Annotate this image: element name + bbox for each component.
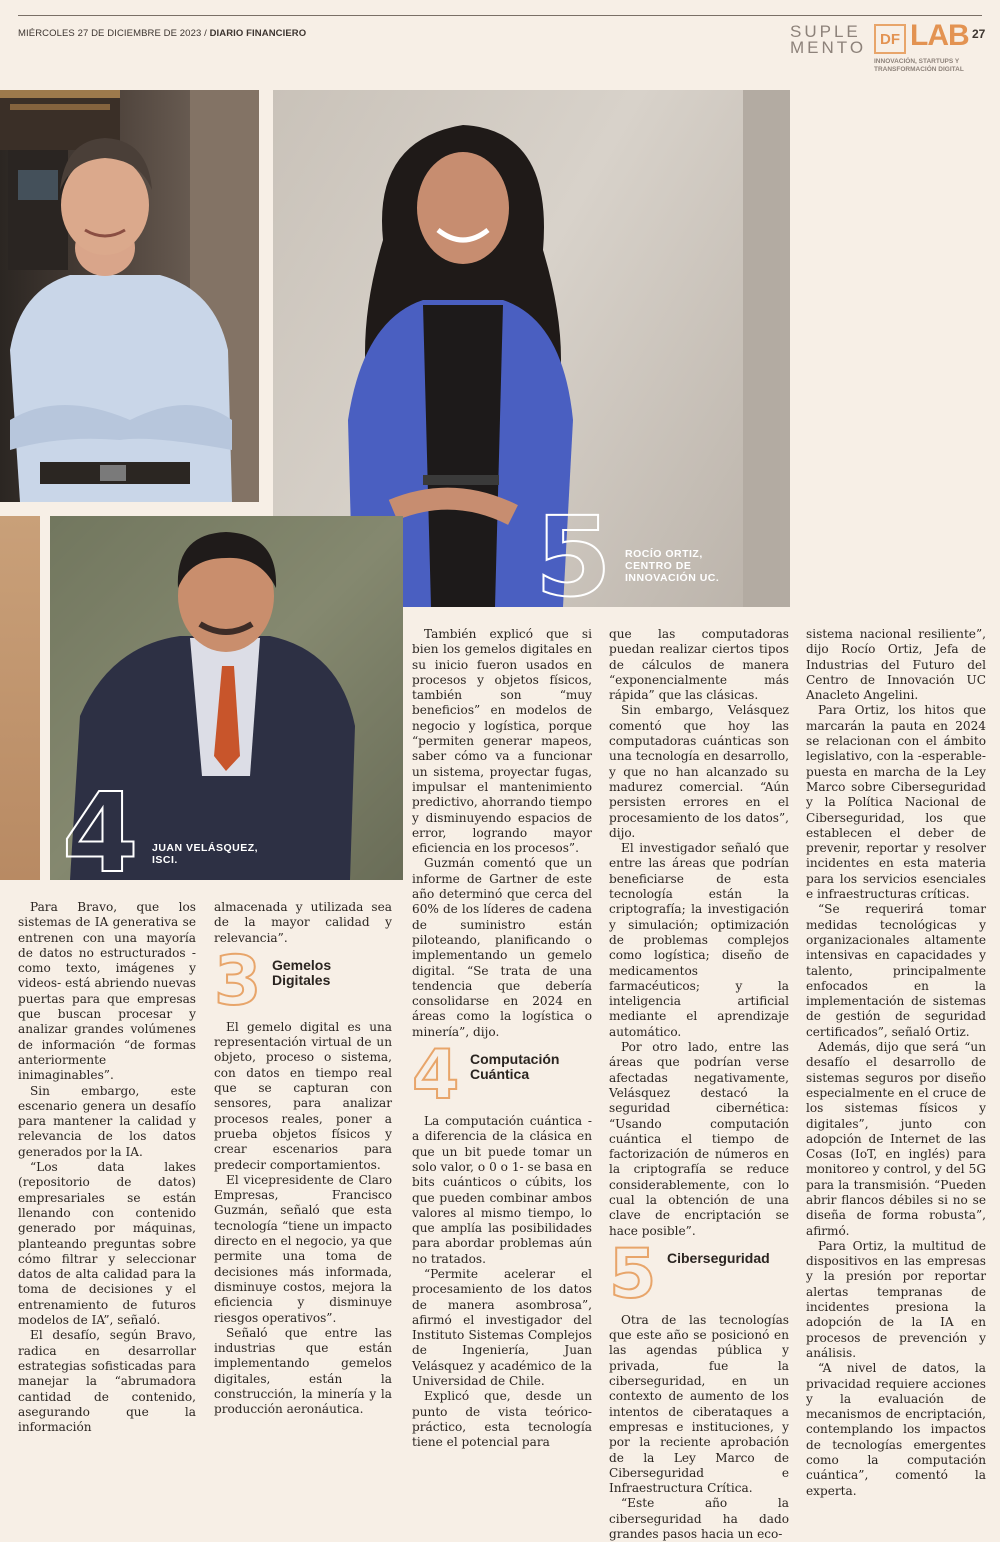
section-header-computacion (412, 1036, 592, 1116)
paragraph: “A nivel de datos, la privacidad requiere acciones y la evaluación de mecanismos de encriptación, contemplando los impactos de tecnologías emergentes como la computación cuántica”, comentó la experta. (806, 1361, 986, 1498)
paragraph: Sin embargo, este escenario genera un desafío para mantener la calidad y relevancia de los datos generados por la IA. (18, 1083, 196, 1159)
paragraph: Por otro lado, entre las áreas que podrían verse afectadas negativamente, Velásquez destacó la seguridad cibernética: “Usando computación cuántica el tiempo de factorización de números en la criptografía se reduce considerablemente, con lo cual la obtención de una clave de encriptación se hace posible”. (609, 1040, 789, 1238)
paragraph: “Permite acelerar el procesamiento de los datos de manera asombrosa”, afirmó el investigador del Instituto Sistemas Complejos de Ingeniería, Juan Velásquez y académico de la Universidad de Chile. (412, 1266, 592, 1389)
article-column-2 (214, 900, 392, 1418)
paragraph: que las computadoras puedan realizar ciertos tipos de cálculos de manera “exponencialmente más rápida” que las clásicas. (609, 627, 789, 703)
paragraph: El vicepresidente de Claro Empresas, Francisco Guzmán, señaló que esta tecnología “tiene un impacto directo en el negocio, ya que permite una toma de decisiones más informada, disminuye costos, mejora la eficiencia y disminuye riesgos operativos”. (214, 1172, 392, 1325)
photo-edge (0, 516, 40, 880)
section-title: Ciberseguridad (667, 1249, 770, 1266)
page-number: 27 (972, 27, 986, 41)
article-column-1 (18, 900, 196, 1435)
portrait-illustration (0, 90, 259, 502)
photo-caption-juan: JUAN VELÁSQUEZ, ISCI. (152, 842, 259, 866)
paragraph: El desafío, según Bravo, radica en desarrollar estrategias sofisticadas para manejar la “abrumadora cantidad de contenido, asegurando que la información (18, 1328, 196, 1435)
paragraph: Para Ortiz, los hitos que marcarán la pauta en 2024 se relacionan con el ámbito legislativo, con la -esperable- puesta en marcha de la Ley Marco sobre Ciberseguridad y la Política Nacional de Ciberseguridad, los que establecen el deber de prevenir, reportar y resolver incidentes en esta materia para los servicios esenciales e infraestructuras críticas. (806, 703, 986, 902)
paragraph: El gemelo digital es una representación virtual de un objeto, proceso o sistema, con datos en tiempo real que se capturan con sensores, para analizar procesos reales, poner a prueba objetos físicos y crear escenarios para predecir comportamientos. (214, 1019, 392, 1172)
section-header-ciberseguridad (609, 1234, 789, 1314)
paragraph: También explicó que si bien los gemelos digitales en su inicio fueron usados en procesos y objetos físicos, también son “muy beneficios” en modelos de negocio y logística, porque “permiten generar mapeos, saber cómo va a funcionar un sistema, proyectar fugas, impulsar el mantenimiento predictivo, ahorrando tiempo y disminuyendo espacios de error, logrando mayor eficiencia en los procesos”. (412, 627, 592, 856)
dateline (18, 28, 306, 39)
paper-name: DIARIO FINANCIERO (209, 28, 307, 39)
section-title: Gemelos Digitales (272, 956, 332, 988)
photo-caption-rocio: ROCÍO ORTIZ, CENTRO DE INNOVACIÓN UC. (625, 548, 720, 584)
section-number: 4 (412, 1036, 460, 1116)
paragraph: Señaló que entre las industrias que están implementando gemelos digitales, están la construcción, la minería y la producción aeronáutica. (214, 1325, 392, 1417)
paragraph: Además, dijo que será “un desafío el desarrollo de sistemas seguros por diseño especialmente en el cruce de los sistemas físicos y digitales”, junto con adopción de Internet de las Cosas (IoT, en inglés) para monitoreo y control, y del 5G para la transmisión. “Pueden abrir flancos débiles si no se diseña de forma robusta”, afirmó. (806, 1040, 986, 1238)
figure-number-5: 5 (535, 493, 612, 607)
paragraph: Explicó que, desde un punto de vista teórico-práctico, esta tecnología tiene el potencial para (412, 1389, 592, 1450)
header-rule (18, 15, 982, 16)
paragraph: Para Ortiz, la multitud de dispositivos en las empresas y la presión por reportar alertas tempranas de incidentes presiona la adopción de la IA en procesos de prevención y análisis. (806, 1238, 986, 1360)
paragraph: Sin embargo, Velásquez comentó que hoy las computadoras cuánticas son una tecnología en desarrollo, y que no han alcanzado su madurez comercial. “Aún persisten errores en el procesamiento de los datos”, dijo. (609, 703, 789, 840)
df-logo: DF (874, 24, 906, 54)
figure-number-4: 4 (62, 769, 139, 880)
article-column-4 (609, 627, 789, 1542)
section-number: 5 (609, 1234, 657, 1314)
date-text: MIÉRCOLES 27 DE DICIEMBRE DE 2023 / (18, 28, 207, 39)
paragraph: “Los data lakes (repositorio de datos) empresariales se están llenando con contenido generado por máquinas, planteando preguntas sobre cómo filtrar y seleccionar datos de alta calidad para la toma de decisiones y el entrenamiento de futuros modelos de IA”, señaló. (18, 1160, 196, 1328)
paragraph: “Este año la ciberseguridad ha dado grandes pasos hacia un eco- (609, 1496, 789, 1542)
lab-logo: LAB (910, 19, 969, 52)
photo-juan-velasquez (50, 516, 403, 880)
paragraph: Otra de las tecnologías que este año se posicionó en las agendas pública y privada, fue la ciberseguridad, en un contexto de aumento de los intentos de ciberataques a empresas e instituciones, y por la reciente aprobación de la Ley Marco de Ciberseguridad e Infraestructura Crítica. (609, 1312, 789, 1496)
paragraph: Guzmán comentó que un informe de Gartner de este año determinó que cerca del 60% de los líderes de cadena de suministro están piloteando, planificando o implementando un gemelo digital. “Se trata de una tendencia que debería consolidarse en 2024 en áreas como la logística o minería”, dijo. (412, 856, 592, 1039)
paragraph: La computación cuántica -a diferencia de la clásica en que un bit puede tomar un solo valor, o 0 o 1- se basa en bits cuánticos o cúbits, los que pueden combinar ambos valores al mismo tiempo, lo que amplía las posibilidades para abordar problemas aún no tratados. (412, 1114, 592, 1266)
photo-bravo (0, 90, 259, 502)
paragraph: Para Bravo, que los sistemas de IA generativa se entrenen con una mayoría de datos no estructurados -como texto, imágenes y videos- está abriendo nuevas puertas para que empresas que buscan procesar y analizar grandes volúmenes de información “de formas anteriormente inimaginables”. (18, 900, 196, 1083)
section-number: 3 (214, 941, 262, 1021)
article-column-5 (806, 627, 986, 1499)
lab-subtitle: INNOVACIÓN, STARTUPS Y TRANSFORMACIÓN DIGITAL (874, 58, 964, 73)
paragraph: “Se requerirá tomar medidas tecnológicas y organizacionales altamente intensivas en capacidades y talento, principalmente enfocados en la implementación de sistemas de gestión de seguridad certificados”, señaló Ortiz. (806, 902, 986, 1039)
supplement-line-1: SUPLE (790, 22, 861, 41)
supplement-label (790, 24, 866, 56)
paragraph: sistema nacional resiliente”, dijo Rocío Ortiz, Jefa de Industrias del Futuro del Centro de Innovación UC Anacleto Angelini. (806, 627, 986, 703)
paragraph: El investigador señaló que entre las áreas que podrían beneficiarse de esta tecnología están la criptografía; la investigación y simulación; optimización de problemas complejos como logística; diseño de medicamentos farmacéuticos; y la inteligencia artificial mediante el aprendizaje automático. (609, 841, 789, 1039)
article-column-3 (412, 627, 592, 1451)
supplement-line-2: MENTO (790, 38, 867, 57)
section-title: Computación Cuántica (470, 1051, 560, 1083)
paragraph: almacenada y utilizada sea de la mayor calidad y relevancia”. (214, 900, 392, 945)
section-header-gemelos (214, 941, 392, 1021)
